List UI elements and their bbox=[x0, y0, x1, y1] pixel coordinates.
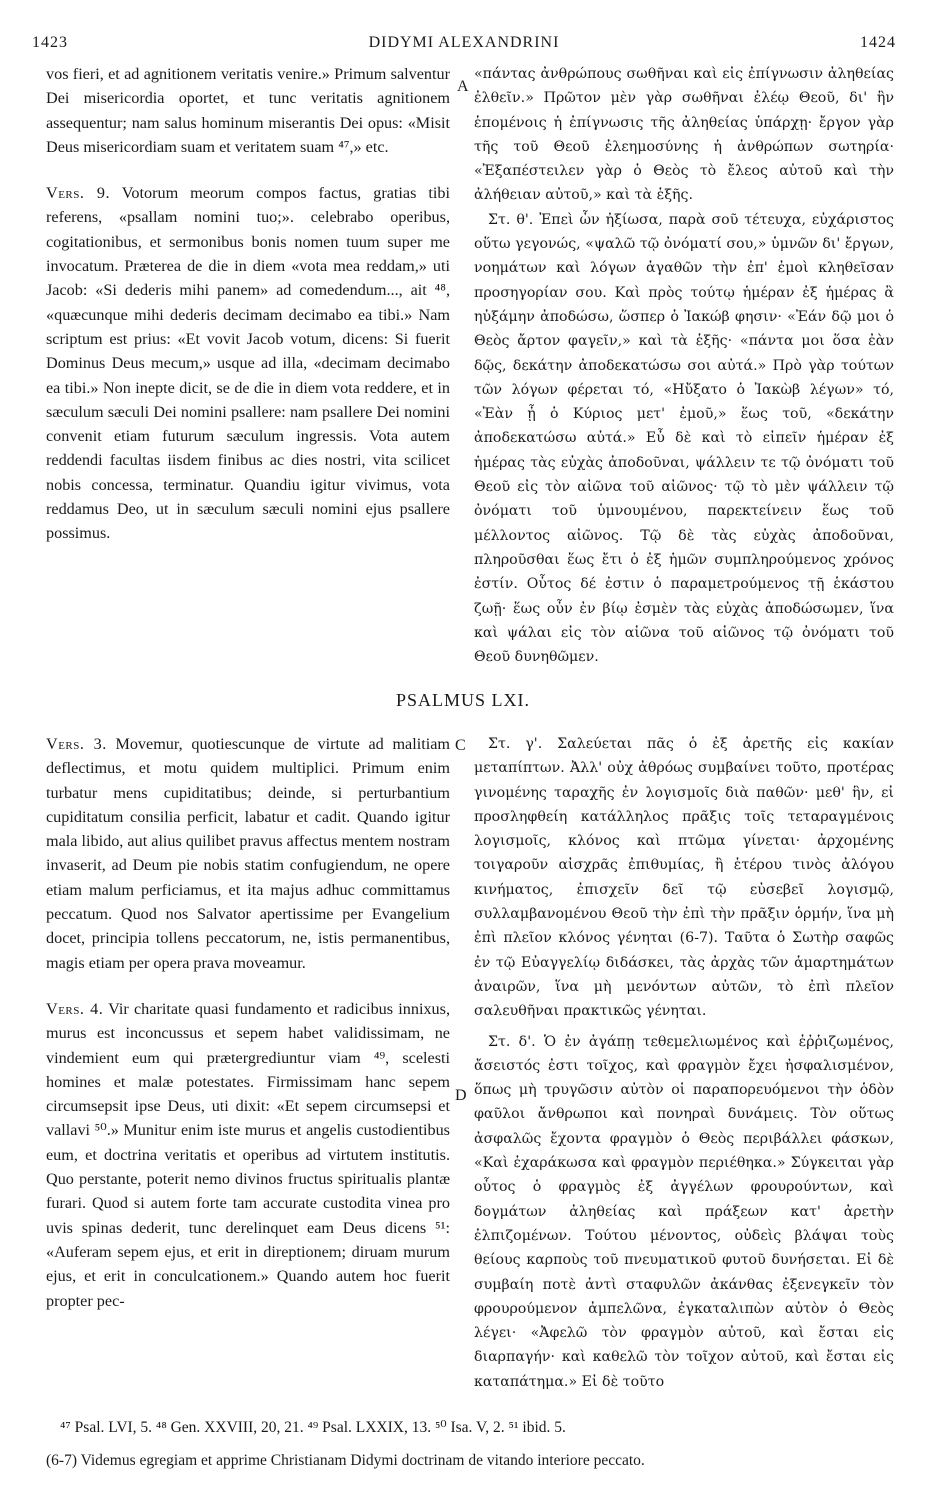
greek-column-upper bbox=[474, 62, 894, 669]
running-title: DIDYMI ALEXANDRINI bbox=[368, 34, 560, 51]
editor-note: (6-7) Videmus egregiam et apprime Christianam Didymi doctrinam de vitando interiore peccato. bbox=[46, 1452, 645, 1469]
running-header bbox=[32, 34, 896, 58]
latin-vers9-text: Votorum meorum compos factus, gratias tibi referens, «psallam nomini tuo;». celebrabo operibus, cogitationibus, et sermonibus bonis nomen tuum super me invocatum. Præterea de die in diem «vota mea reddam,» uti Jacob: «Si dederis mihi panem» ad comedendum..., ait ⁴⁸, «quæcunque mihi dederis decimam decimabo ea tibi.» Nam scriptum est prius: «Et vovit Jacob votum, dicens: Si fuerit Dominus Deus mecum,» usque ad illa, «decimam decimabo ea tibi.» Non inepte dicit, se de die in diem vota reddere, et in sæculum sæculi Dei nomini psallere: nam psallere Dei nomini convenit etiam futurum sæculum ingressis. Vota autem reddendi facultas iisdem finibus ac dies nostri, vita scilicet nobis concessa, terminatur. Quandiu igitur vivimus, vota reddamus Deo, ut in sæculum sæculi nomini ejus psallere possimus. bbox=[46, 184, 450, 543]
margin-letter-d: D bbox=[455, 1087, 467, 1104]
latin-column-upper bbox=[46, 62, 450, 546]
latin-vers4-label: Vers. 4. bbox=[46, 999, 104, 1018]
margin-letter-c: C bbox=[455, 737, 466, 754]
greek-intro-paragraph: «πάντας ἀνθρώπους σωθῆναι καὶ εἰς ἐπίγνωσιν ἀληθείας ἐλθεῖν.» Πρῶτον μὲν γὰρ σωθῆναι ἐλέῳ Θεοῦ, δι' ἣν ἑπομένοις ἡ ἐπίγνωσις τῆς ἀληθείας ὑπάρχῃ· ἔργον γὰρ τῆς τοῦ Θεοῦ ἐλεημοσύνης ἡ ἀνθρώπων σωτηρία· «Ἐξαπέστειλεν γὰρ ὁ Θεὸς τὸ ἔλεος αὐτοῦ καὶ τὴν ἀλήθειαν αὐτοῦ,» καὶ τὰ ἑξῆς. bbox=[474, 66, 894, 204]
greek-column-lower bbox=[474, 732, 894, 1394]
footnotes: ⁴⁷ Psal. LVI, 5. ⁴⁸ Gen. XXVIII, 20, 21. ⁴⁹ Psal. LXXIX, 13. ⁵⁰ Isa. V, 2. ⁵¹ ibid. 5. bbox=[60, 1419, 566, 1436]
greek-st9-text: Ἐπεὶ ὧν ἠξίωσα, παρὰ σοῦ τέτευχα, εὐχάριστος οὕτω γεγονώς, «ψαλῶ τῷ ὀνόματί σου,» ὑμνῶν δι' ἔργων, νοημάτων καὶ λόγων ἀγαθῶν τὴν ἐπ' ἐμοὶ κληθεῖσαν προσηγορίαν σου. Καὶ πρὸς τούτῳ ἡμέραν ἐξ ἡμέρας ἃ ηὐξάμην ἀποδώσω, ὥσπερ ὁ Ἰακώβ φησιν· «Ἐάν δῷ μοι ὁ Θεὸς ἄρτον φαγεῖν,» καὶ τὰ ἑξῆς· «πάντα μοι ὅσα ἐὰν δῷς, δεκάτην ἀποδεκατώσω σοι αὐτά.» Πρὸ γὰρ τούτων τῶν λόγων φέρεται τό, «Ηὔξατο ὁ Ἰακὼβ λέγων» τό, «Ἐὰν ᾖ ὁ Κύριος μετ' ἐμοῦ,» ἕως τοῦ, «δεκάτην ἀποδεκατώσω αὐτά.» Εὖ δὲ καὶ τὸ εἰπεῖν ἡμέραν ἐξ ἡμέρας τὰς εὐχὰς ἀποδοῦναι, ψάλλειν τε τῷ ὀνόματι τοῦ Θεοῦ εἰς τὸν αἰῶνα τοῦ αἰῶνος· τῷ τὸ μὲν ψάλλειν τῷ ὀνόματι τοῦ ὑμνουμένου, παρεκτείνειν ἕως τοῦ μέλλοντος αἰῶνος. Τῷ δὲ τὰς εὐχὰς ἀποδοῦναι, πληροῦσθαι ἕως ἔτι ὁ ἐξ ἡμῶν συμπληρούμενος χρόνος ἐστίν. Οὗτος δέ ἐστιν ὁ παραμετρούμενος τῇ ἑκάστου ζωῇ· ἕως οὖν ἐν βίῳ ἐσμὲν τὰς εὐχὰς ἀποδώσωμεν, ἵνα καὶ ψάλαι εἰς τὸν αἰῶνα τοῦ αἰῶνος τῷ ὀνόματι τοῦ Θεοῦ δυνηθῶμεν. bbox=[474, 211, 894, 666]
right-page-number: 1424 bbox=[860, 34, 896, 51]
psalm-title: PSALMUS LXI. bbox=[395, 690, 531, 710]
latin-vers9-label: Vers. 9. bbox=[46, 184, 111, 203]
greek-st4-paragraph bbox=[474, 1030, 894, 1394]
margin-letter-a: A bbox=[457, 78, 469, 95]
greek-st9-label: Στ. θ'. bbox=[488, 211, 534, 228]
latin-vers4-text: Vir charitate quasi fundamento et radicibus innixus, murus est inconcussus et sepem habet validissimam, ne vindemient eum qui prætergrediuntur viam ⁴⁹, scelesti homines et malæ potestates. Firmissimam hanc sepem circumsepsit ipse Deus, uti dixit: «Et sepem circumsepsi et vallavi ⁵⁰.» Munitur enim iste murus et angelis custodientibus eum, et doctrina veritatis et operibus ad virtutem institutis. Quo perstante, poterit nemo divinos fructus spiritualis plantæ furari. Quod si autem forte tam accurate custodita vinea pro uvis spinas dederit, tunc derelinquet eam Deus dicens ⁵¹: «Auferam sepem ejus, et erit in direptionem; diruam murum ejus, et erit in conculcationem.» Quando autem hoc fuerit propter pec- bbox=[46, 999, 450, 1310]
latin-column-lower bbox=[46, 732, 450, 1313]
latin-vers4-paragraph bbox=[46, 997, 450, 1313]
greek-st4-text: Ὁ ἐν ἀγάπῃ τεθεμελιωμένος καὶ ἐῤῥιζωμένος, ἄσειστός ἐστι τοῖχος, καὶ φραγμὸν ἔχει ἠσφαλισμένον, ὅπως μὴ τρυγῶσιν αὐτὸν οἱ παραπορευόμενοι τὴν ὁδὸν φαῦλοι ἄνθρωποι καὶ πονηραὶ δυνάμεις. Τὸν οὕτως ἀσφαλῶς ἔχοντα φραγμὸν ὁ Θεὸς περιβάλλει φάσκων, «Καὶ ἐχαράκωσα καὶ φραγμὸν περιέθηκα.» Σύγκειται γὰρ οὗτος ὁ φραγμὸς ἐξ ἀγγέλων φρουρούντων, καὶ δογμάτων ἀληθείας καὶ πράξεων κατ' ἀρετὴν ἐλπιζομένων. Τούτου μένοντος, οὐδεὶς βλάψαι τοὺς θείους καρποὺς τοῦ πνευματικοῦ φυτοῦ δυνήσεται. Εἰ δὲ συμβαίη ποτὲ ἀντὶ σταφυλῶν ἀκάνθας ἐξενεγκεῖν τὸν φρουρούμενον ἀμπελῶνα, ἐγκαταλιπὼν αὐτὸν ὁ Θεὸς λέγει· «Ἀφελῶ τὸν φραγμὸν αὐτοῦ, καὶ ἔσται εἰς διαρπαγήν· καὶ καθελῶ τὸν τοῖχον αὐτοῦ, καὶ ἔσται εἰς καταπάτημα.» Εἰ δὲ τοῦτο bbox=[474, 1033, 894, 1390]
greek-st9-paragraph bbox=[474, 208, 894, 670]
greek-st3-text: Σαλεύεται πᾶς ὁ ἐξ ἀρετῆς εἰς κακίαν μεταπίπτων. Ἀλλ' οὐχ ἀθρόως συμβαίνει τοῦτο, προτέρας γινομένης ταραχῆς ἐν λογισμοῖς διὰ παθῶν· μεθ' ἣν, εἰ προσληφθείη κατάλληλος πρᾶξις τοῖς τεταραγμένοις λογισμοῖς, κλόνος καὶ πτῶμα γίνεται· ἀρχομένης τοιγαροῦν αἰσχρᾶς ἐπιθυμίας, ἢ ἑτέρου τινὸς ἀλόγου κινήματος, ἐπισχεῖν δεῖ τῷ εὐσεβεῖ λογισμῷ, συλλαμβανομένου Θεοῦ τὴν ἐπὶ τὴν πρᾶξιν ὁρμήν, ἵνα μὴ ἐπὶ πλεῖον κλόνος γένηται (6-7). Ταῦτα ὁ Σωτὴρ σαφῶς ἐν τῷ Εὐαγγελίῳ διδάσκει, τὰς ἀρχὰς τῶν ἁμαρτημάτων ἀναιρῶν, ἵνα μὴ μενόντων αὐτῶν, τὸ ἐπὶ πλεῖον σαλευθῆναι πρακτικῶς γένηται. bbox=[474, 736, 894, 1020]
greek-st3-paragraph bbox=[474, 732, 894, 1024]
latin-intro-paragraph: vos fieri, et ad agnitionem veritatis venire.» Primum salventur Dei misericordia oportet, et tunc veritatis agnitionem assequentur; nam salus hominum miserantis Dei opus: «Misit Deus misericordiam suam et veritatem suam ⁴⁷,» etc. bbox=[46, 65, 450, 156]
greek-st3-label: Στ. γ'. bbox=[488, 736, 543, 752]
left-page-number: 1423 bbox=[32, 34, 68, 51]
latin-vers3-text: Movemur, quotiescunque de virtute ad malitiam deflectimus, et motu quidem multiplici. Primum enim turbatur mens cupiditatibus; deinde, si perturbantium cupiditatum consilia perficit, labatur et cadit. Quando igitur mala libido, aut alius quilibet pravus affectus mentem nostram invaserit, ad Deum pie nobis statim confugiendum, ne opere etiam malum perficiamus, et ita majus adhuc committamus peccatum. Quod nos Salvator apertissime per Evangelium docet, principia tollens peccatorum, ne, istis permanentibus, magis etiam per opera prava moveamur. bbox=[46, 735, 450, 972]
latin-vers3-paragraph bbox=[46, 732, 450, 975]
latin-vers9-paragraph bbox=[46, 181, 450, 545]
greek-st4-label: Στ. δ'. bbox=[488, 1033, 536, 1050]
latin-vers3-label: Vers. 3. bbox=[46, 735, 107, 753]
